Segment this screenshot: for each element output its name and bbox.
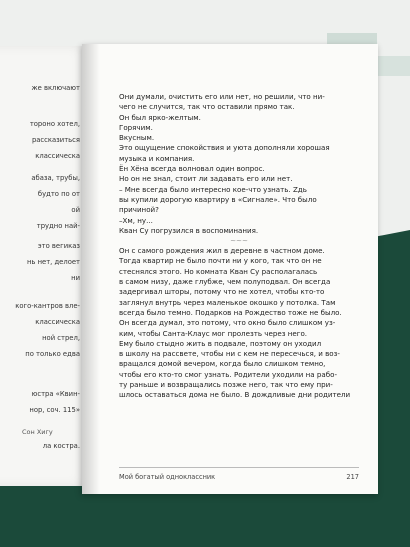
text-line: вы купили дорогую квартиру в «Сигнале». Что было [119,194,317,204]
left-text-line: нор, соч. 115» [29,406,80,414]
left-text-line: по только едва [25,350,80,358]
section-separator: ~~~ [230,236,248,246]
left-text-line: классическа [35,152,80,160]
text-line: – Мне всегда было интересно кое-что узнать. Zдь [119,184,307,194]
text-line: Он был ярко-желтым. [119,112,201,122]
left-text-line: классическа [35,318,80,326]
text-line: причиной? [119,205,159,215]
text-line: –Хм, ну... [119,215,153,225]
text-line: вращался домой вечером, когда было слишком темно, [119,359,326,369]
book-title: Мой богатый одноклассник [119,473,216,481]
left-text-line: же включают [31,84,80,92]
text-line: Кван Су погрузился в воспоминания. [119,225,259,235]
text-line: шлось оставаться дома не было. В дождливые дни родители [119,390,351,400]
text-line: задергивал шторы, потому что не хотел, чтобы кто-то [119,287,325,297]
left-text-line: ной стрел, [42,334,80,342]
text-line: Ён Хёна всегда волновал один вопрос. [119,164,265,174]
left-text-line: ой [71,206,80,214]
text-line: в школу на рассвете, чтобы ни с кем не пересечься, и воз- [119,349,340,359]
text-line: Горячим. [119,122,153,132]
text-line: Тогда квартир не было почти ни у кого, так что он не [119,256,322,266]
author-name: Сон Хигу [22,428,53,436]
left-text-line: будто по от [37,190,80,198]
text-line: стеснялся этого. Но комната Кван Су располагалась [119,266,318,276]
text-line: заглянул внутрь через маленькое окошко у потолка. Там [119,297,336,307]
text-line: всегда было темно. Подарков на Рождество тоже не было. [119,307,342,317]
footer-rule [119,467,359,468]
text-line: музыка и компания. [119,153,195,163]
left-text-line: рассказиться [31,136,80,144]
text-line: ким, чтобы Санта-Клаус мог пролезть через него. [119,328,308,338]
text-line: ту раньше и возвращались позже него, так что ему при- [119,380,333,390]
text-line: чего не случится, так что оставили прямо так. [119,102,295,112]
text-line: в самом низу, даже глубже, чем полуподвал. Он всегда [119,277,331,287]
text-line: чтобы его кто-то смог узнать. Родители уходили на рабо- [119,369,338,379]
left-text-line: это вегиказ [37,242,80,250]
left-page [0,46,95,486]
page-gutter [82,44,100,494]
text-line: Они думали, очистить его или нет, но решили, что ни- [119,92,325,101]
text-line: Вкусным. [119,133,155,143]
text-line: Он с самого рождения жил в деревне в частном доме. [119,246,325,256]
text-line: Это ощущение спокойствия и уюта дополняли хорошая [119,143,330,153]
left-text-line: ла костра. [42,442,80,450]
text-line: Но он не знал, стоит ли задавать его или нет. [119,174,293,184]
left-text-line: кого-кантров вле- [15,302,80,310]
left-text-line: абаза, трубы, [31,174,80,182]
text-line: Он всегда думал, это потому, что окно было слишком уз- [119,318,336,328]
text-line: Ему было стыдно жить в подвале, поэтому он уходил [119,338,322,348]
page-text [119,92,359,401]
left-text-line: ни [71,274,80,282]
left-text-line: трудно най- [36,222,80,230]
page-number: 217 [346,473,359,481]
left-text-line: нь нет, делоет [26,258,80,266]
left-text-line: тороно хотел, [29,120,80,128]
page-footer [119,473,359,481]
left-text-line: юстра «Квин- [31,390,80,398]
